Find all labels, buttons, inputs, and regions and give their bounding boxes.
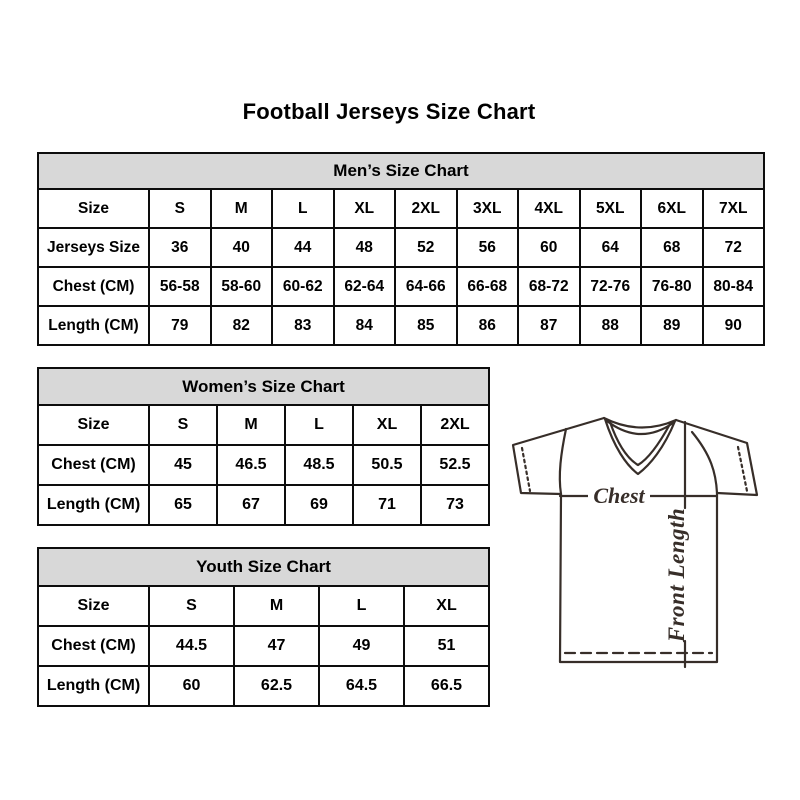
row-label-cell: Chest (CM)	[38, 626, 149, 666]
value-cell: XL	[353, 405, 421, 445]
womens-table-title: Women’s Size Chart	[37, 367, 490, 406]
chest-label: Chest	[593, 483, 645, 508]
value-cell: L	[272, 189, 334, 228]
value-cell: XL	[404, 586, 489, 626]
row-label-cell: Chest (CM)	[38, 267, 149, 306]
value-cell: 47	[234, 626, 319, 666]
value-cell: S	[149, 405, 217, 445]
row-label-cell: Chest (CM)	[38, 445, 149, 485]
value-cell: 51	[404, 626, 489, 666]
youth-size-chart	[37, 547, 490, 707]
row-label-cell: Jerseys Size	[38, 228, 149, 267]
value-cell: 76-80	[641, 267, 703, 306]
value-cell: 36	[149, 228, 211, 267]
value-cell: 69	[285, 485, 353, 525]
jersey-left-shoulder-sleeve	[513, 418, 604, 494]
table-row	[38, 445, 489, 485]
youth-table-title: Youth Size Chart	[37, 547, 490, 587]
jersey-right-armhole	[692, 432, 717, 493]
value-cell: 60-62	[272, 267, 334, 306]
value-cell: 65	[149, 485, 217, 525]
mens-size-chart	[37, 152, 765, 346]
value-cell: 68-72	[518, 267, 580, 306]
value-cell: 56	[457, 228, 519, 267]
value-cell: 7XL	[703, 189, 765, 228]
jersey-body-outline	[560, 493, 717, 662]
value-cell: S	[149, 189, 211, 228]
value-cell: 86	[457, 306, 519, 345]
youth-size-table	[37, 585, 490, 707]
value-cell: S	[149, 586, 234, 626]
value-cell: M	[211, 189, 273, 228]
value-cell: 44	[272, 228, 334, 267]
table-row	[38, 626, 489, 666]
page-title: Football Jerseys Size Chart	[242, 99, 536, 124]
value-cell: 2XL	[421, 405, 489, 445]
value-cell: 72-76	[580, 267, 642, 306]
table-row	[38, 189, 764, 228]
value-cell: 45	[149, 445, 217, 485]
value-cell: 2XL	[395, 189, 457, 228]
mens-size-table	[37, 188, 765, 346]
value-cell: L	[285, 405, 353, 445]
row-label-cell: Size	[38, 586, 149, 626]
value-cell: 50.5	[353, 445, 421, 485]
value-cell: 85	[395, 306, 457, 345]
table-row	[38, 306, 764, 345]
table-row	[38, 586, 489, 626]
value-cell: 72	[703, 228, 765, 267]
jersey-right-cuff-dash	[738, 447, 747, 491]
value-cell: 62-64	[334, 267, 396, 306]
value-cell: M	[217, 405, 285, 445]
value-cell: XL	[334, 189, 396, 228]
value-cell: 88	[580, 306, 642, 345]
value-cell: 73	[421, 485, 489, 525]
row-label-cell: Size	[38, 405, 149, 445]
row-label-cell: Length (CM)	[38, 306, 149, 345]
value-cell: 62.5	[234, 666, 319, 706]
value-cell: 60	[149, 666, 234, 706]
value-cell: 3XL	[457, 189, 519, 228]
value-cell: 89	[641, 306, 703, 345]
value-cell: 83	[272, 306, 334, 345]
value-cell: 52.5	[421, 445, 489, 485]
value-cell: 66-68	[457, 267, 519, 306]
value-cell: 49	[319, 626, 404, 666]
value-cell: 67	[217, 485, 285, 525]
value-cell: 6XL	[641, 189, 703, 228]
mens-table-title: Men’s Size Chart	[37, 152, 765, 190]
value-cell: 58-60	[211, 267, 273, 306]
value-cell: 87	[518, 306, 580, 345]
front-length-label: Front Length	[664, 507, 689, 643]
value-cell: 44.5	[149, 626, 234, 666]
value-cell: 79	[149, 306, 211, 345]
value-cell: 64	[580, 228, 642, 267]
jersey-left-armhole	[560, 429, 566, 494]
row-label-cell: Length (CM)	[38, 666, 149, 706]
table-row	[38, 666, 489, 706]
value-cell: 48.5	[285, 445, 353, 485]
womens-size-table	[37, 404, 490, 526]
value-cell: 4XL	[518, 189, 580, 228]
value-cell: L	[319, 586, 404, 626]
value-cell: 64.5	[319, 666, 404, 706]
row-label-cell: Length (CM)	[38, 485, 149, 525]
jersey-left-cuff-dash	[522, 448, 530, 491]
value-cell: 66.5	[404, 666, 489, 706]
value-cell: 48	[334, 228, 396, 267]
value-cell: 52	[395, 228, 457, 267]
jersey-measurement-diagram	[508, 413, 792, 673]
value-cell: 80-84	[703, 267, 765, 306]
table-row	[38, 267, 764, 306]
value-cell: 40	[211, 228, 273, 267]
value-cell: 64-66	[395, 267, 457, 306]
table-row	[38, 485, 489, 525]
value-cell: 5XL	[580, 189, 642, 228]
table-row	[38, 405, 489, 445]
womens-size-chart	[37, 367, 490, 526]
value-cell: 84	[334, 306, 396, 345]
value-cell: 90	[703, 306, 765, 345]
row-label-cell: Size	[38, 189, 149, 228]
value-cell: 60	[518, 228, 580, 267]
value-cell: 82	[211, 306, 273, 345]
value-cell: 46.5	[217, 445, 285, 485]
value-cell: 56-58	[149, 267, 211, 306]
value-cell: 68	[641, 228, 703, 267]
value-cell: M	[234, 586, 319, 626]
value-cell: 71	[353, 485, 421, 525]
table-row	[38, 228, 764, 267]
